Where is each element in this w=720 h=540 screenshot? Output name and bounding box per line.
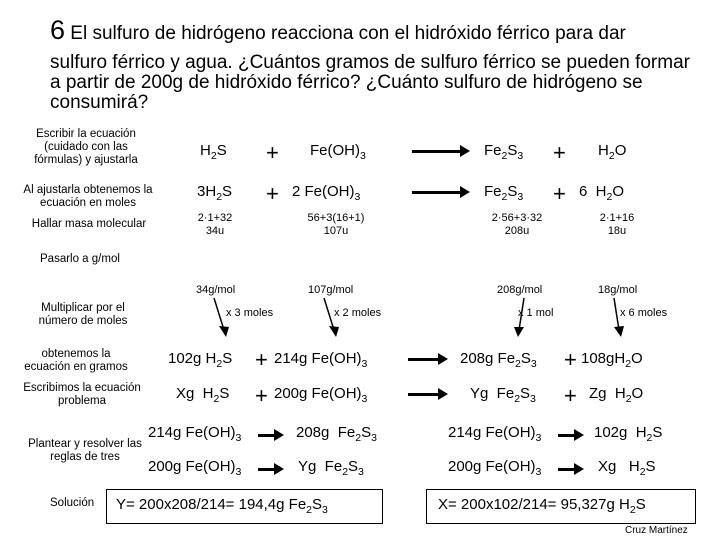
moles-fe2s3: x 1 mol [518, 307, 554, 319]
moles-feoh3: x 2 moles [334, 307, 382, 319]
problem-feoh3: 200g $Fe(OH)_3$ [274, 385, 368, 405]
mass-h2s: 2·1+32 34u [197, 212, 233, 237]
solution-x: X= 200x102/214= 95,327g $H_2S$ [438, 496, 646, 516]
gmol-fe2s3: 208g/mol [497, 284, 543, 296]
grams-fe2s3: 208g $Fe_2S_3$ [460, 350, 537, 370]
solution-y: Y= 200x208/214= 194,4g $Fe_2S_3$ [116, 496, 328, 516]
rule-arrow [558, 434, 576, 437]
bal-h2o: 6 $H_2O$ [579, 183, 625, 203]
bal-fe2s3: $Fe_2S_3$ [484, 183, 524, 203]
eq-h2s: $H_2S$ [200, 142, 227, 162]
bal-feoh3: 2 $Fe(OH)_3$ [292, 183, 361, 203]
label-problem: Escribimos la ecuación problema [23, 382, 141, 407]
rule-left-a2: 200g $Fe(OH)_3$ [148, 458, 242, 478]
problem-h2s: Xg $H_2S$ [176, 385, 230, 405]
label-balanced: Al ajustarla obtenemos la ecuación en moles [23, 184, 153, 209]
bal-h2s: $3H_2S$ [197, 183, 233, 203]
moles-h2o: x 6 moles [620, 307, 668, 319]
label-grams: obtenemos la ecuación en gramos [24, 348, 128, 373]
mass-feoh3: 56+3(16+1) 107u [307, 212, 365, 237]
rule-right-b2: Xg $H_2S$ [598, 458, 656, 478]
grams-h2s: 102g $H_2S$ [168, 350, 233, 370]
author: Cruz Martínez [625, 525, 688, 536]
bal-plus-1: + [266, 181, 279, 206]
title-line2: sulfuro férrico y agua. ¿Cuántos gramos de sulfuro férrico se pueden formar a partir de 200g de hidróxido férrico? ¿Cuánto sulfuro de hidrógeno se consumirá? [50, 52, 690, 113]
rule-left-b2: Yg $Fe_2S_3$ [298, 458, 364, 478]
rule-left-a1: 214g $Fe(OH)_3$ [148, 424, 242, 444]
rule-left-b1: 208g $Fe_2S_3$ [296, 424, 377, 444]
label-molar-mass: Hallar masa molecular [31, 218, 147, 230]
eq-plus-2: + [553, 140, 566, 165]
gmol-h2s: 34g/mol [196, 284, 236, 296]
mass-h2o: 2·1+16 18u [599, 212, 635, 237]
eq-fe2s3: $Fe_2S_3$ [484, 142, 524, 162]
eq-feoh3: $Fe(OH)_3$ [310, 142, 366, 162]
mass-fe2s3: 2·56+3·32 208u [491, 212, 543, 237]
eq-plus-1: + [266, 140, 279, 165]
label-multiply: Multiplicar por el número de moles [38, 302, 128, 327]
moles-h2s: x 3 moles [226, 307, 274, 319]
reaction-arrow [408, 393, 440, 396]
rule-right-b1: 102g $H_2S$ [594, 424, 663, 444]
rule-arrow [558, 468, 576, 471]
label-to-gmol: Pasarlo a g/mol [40, 253, 120, 265]
rule-right-a1: 214g $Fe(OH)_3$ [448, 424, 542, 444]
title-line1: El sulfuro de hidrógeno reacciona con el hidróxido férrico para dar [65, 23, 626, 44]
gmol-h2o: 18g/mol [598, 284, 638, 296]
problem-plus-1: + [255, 383, 268, 408]
problem-number: 6 [50, 15, 66, 45]
label-write-eq: Escribir la ecuación (cuidado con las fórmulas) y ajustarla [34, 128, 138, 166]
eq-h2o: $H_2O$ [598, 142, 627, 162]
problem-h2o: Zg $H_2O$ [589, 385, 644, 405]
problem-fe2s3: Yg $Fe_2S_3$ [470, 385, 536, 405]
grams-plus-1: + [255, 347, 268, 372]
rule-arrow [258, 434, 276, 437]
grams-h2o: $108gH_2O$ [581, 350, 643, 370]
grams-plus-2: + [564, 347, 577, 372]
reaction-arrow [408, 358, 440, 361]
label-solution: Solución [50, 497, 95, 509]
label-rule: Plantear y resolver las reglas de tres [28, 438, 142, 463]
gmol-feoh3: 107g/mol [308, 284, 354, 296]
problem-plus-2: + [564, 383, 577, 408]
rule-right-a2: 200g $Fe(OH)_3$ [448, 458, 542, 478]
rule-arrow [258, 468, 276, 471]
grams-feoh3: 214g $Fe(OH)_3$ [274, 350, 368, 370]
bal-plus-2: + [553, 181, 566, 206]
